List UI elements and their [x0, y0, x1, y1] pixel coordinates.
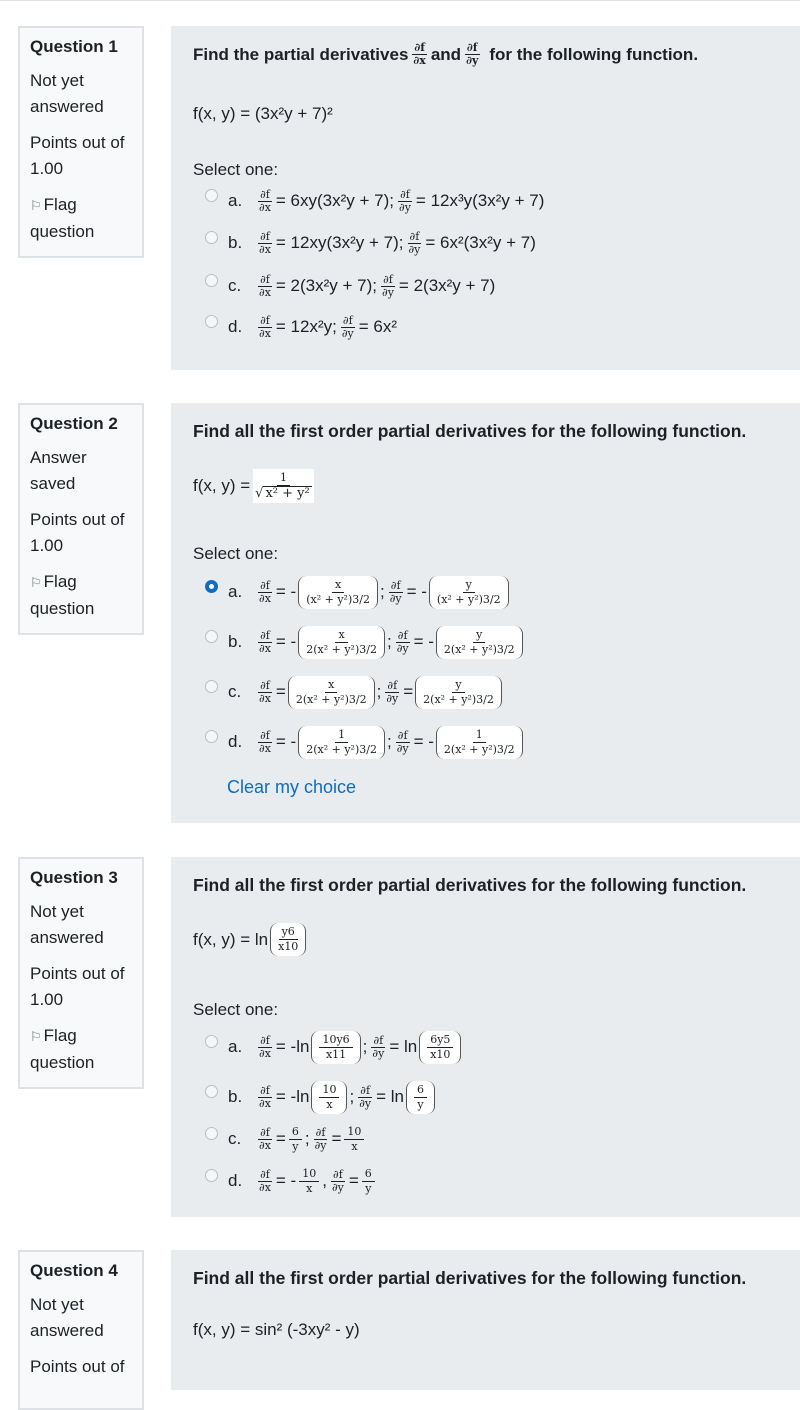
question-content [171, 1250, 800, 1390]
answer-option-a[interactable]: a. $\frac{\partial f}{\partial x}$ = 6xy(3x²y + 7); $\frac{\partial f}{\partial y}$ = 12x³y(3x²y + 7) [205, 184, 544, 218]
select-prompt: Select one: [193, 544, 279, 563]
radio-d[interactable] [205, 1169, 218, 1182]
radio-c[interactable] [205, 1127, 218, 1140]
question-number: Question 4 [30, 1261, 118, 1280]
radio-d[interactable] [205, 315, 218, 328]
question-state: Not yet answered [30, 1295, 104, 1340]
answer-option-d[interactable]: d. $\frac{\partial f}{\partial x}$ = - $\frac{1}{\text{2(x² + y²)3/2}}$ ; $\frac{\partial f}{\partial y}$ = - $\frac{1}{\text{2(x² + y²)3/2}}$ [205, 721, 525, 763]
df-dx-fraction: $\frac{\partial f}{\partial x}$ [413, 41, 426, 67]
question-text: Find all the first order partial derivatives for the following function. [193, 1268, 747, 1288]
question-number: Question 3 [30, 868, 118, 887]
question-text: Find all the first order partial derivatives for the following function. [193, 421, 747, 441]
question-grade: Points out of 1.00 [30, 964, 125, 1009]
question-text: Find all the first order partial derivatives for the following function. [193, 875, 747, 895]
select-prompt: Select one: [193, 1000, 279, 1019]
question-number: Question 1 [30, 37, 118, 56]
answer-option-c[interactable]: c. $\frac{\partial f}{\partial x}$ = $\frac{6}{y}$ ; $\frac{\partial f}{\partial y}$ = $\frac{10}{x}$ [205, 1121, 367, 1157]
question-state: Answer saved [30, 448, 87, 493]
radio-a[interactable] [205, 1035, 218, 1048]
answer-option-c[interactable]: c. $\frac{\partial f}{\partial x}$ = 2(3x²y + 7); $\frac{\partial f}{\partial y}$ = 2(3x²y + 7) [205, 269, 495, 303]
radio-a-selected[interactable] [205, 580, 218, 593]
function-expression: f(x, y) = ln $\frac{y6}{x10}$ [193, 923, 308, 956]
answer-option-b[interactable]: b. $\frac{\partial f}{\partial x}$ = 12xy(3x²y + 7); $\frac{\partial f}{\partial y}$ = 6x²(3x²y + 7) [205, 226, 536, 260]
df-dy-fraction: $\frac{\partial f}{\partial y}$ [466, 41, 479, 67]
function-expression: f(x, y) = 1 √ x² + y² [193, 469, 317, 503]
answer-option-a[interactable]: a. $\frac{\partial f}{\partial x}$ = -ln $\frac{10y6}{x11}$ ; $\frac{\partial f}{\partial y}$ = ln $\frac{6y5}{x10}$ [205, 1025, 463, 1069]
question-text: Find the partial derivatives $\frac{\partial f}{\partial x}$ and $\frac{\partial f}{\partial y}$ for the following function. [193, 41, 699, 67]
flag-question-link[interactable]: ⚐ Flag question [30, 572, 95, 618]
top-divider [0, 0, 800, 1]
flag-icon: ⚐ [30, 198, 42, 213]
question-content [171, 403, 800, 823]
question-grade: Points out of 1.00 [30, 510, 125, 555]
answer-option-d[interactable]: d. $\frac{\partial f}{\partial x}$ = - $\frac{10}{x}$ , $\frac{\partial f}{\partial y}$ = $\frac{6}{y}$ [205, 1163, 378, 1199]
question-info [18, 857, 144, 1089]
question-state: Not yet answered [30, 71, 104, 116]
question-content [171, 26, 800, 370]
radio-b[interactable] [205, 1085, 218, 1098]
question-number: Question 2 [30, 414, 118, 433]
function-fraction: 1 √ x² + y² [253, 469, 314, 503]
question-grade: Points out of [30, 1357, 125, 1376]
select-prompt: Select one: [193, 160, 279, 179]
radio-c[interactable] [205, 274, 218, 287]
question-info [18, 1250, 144, 1410]
function-expression: f(x, y) = sin² (-3xy² - y) [193, 1320, 360, 1339]
question-state: Not yet answered [30, 902, 104, 947]
answer-option-b[interactable]: b. $\frac{\partial f}{\partial x}$ = -ln $\frac{10}{x}$ ; $\frac{\partial f}{\partial y}$ = ln $\frac{6}{y}$ [205, 1077, 437, 1117]
question-info [18, 26, 144, 258]
radio-a[interactable] [205, 189, 218, 202]
flag-question-link[interactable]: ⚐ Flag question [30, 1026, 95, 1072]
answer-option-b[interactable]: b. $\frac{\partial f}{\partial x}$ = - $\frac{x}{\text{2(x² + y²)3/2}}$ ; $\frac{\partial f}{\partial y}$ = - $\frac{y}{\text{2(x² + y²)3/2}}$ [205, 621, 525, 663]
radio-c[interactable] [205, 680, 218, 693]
flag-icon: ⚐ [30, 1029, 42, 1044]
function-expression: f(x, y) = (3x²y + 7)² [193, 104, 333, 123]
clear-my-choice-link[interactable]: Clear my choice [227, 777, 357, 797]
answer-option-c[interactable]: c. $\frac{\partial f}{\partial x}$ = $\frac{x}{\text{2(x² + y²)3/2}}$ ; $\frac{\partial f}{\partial y}$ = $\frac{y}{\text{2(x² + y²)3/2}}$ [205, 671, 504, 713]
flag-question-link[interactable]: ⚐ Flag question [30, 195, 95, 241]
radio-d[interactable] [205, 730, 218, 743]
question-info [18, 403, 144, 635]
answer-option-a[interactable]: a. $\frac{\partial f}{\partial x}$ = - $\frac{x}{\text{(x² + y²)3/2}}$ ; $\frac{\partial f}{\partial y}$ = - $\frac{y}{\text{(x² + y²)3/2}}$ [205, 571, 511, 613]
question-grade: Points out of 1.00 [30, 133, 125, 178]
flag-icon: ⚐ [30, 575, 42, 590]
question-content [171, 857, 800, 1217]
answer-option-d[interactable]: d. $\frac{\partial f}{\partial x}$ = 12x²y; $\frac{\partial f}{\partial y}$ = 6x² [205, 310, 397, 344]
radio-b[interactable] [205, 231, 218, 244]
radio-b[interactable] [205, 630, 218, 643]
